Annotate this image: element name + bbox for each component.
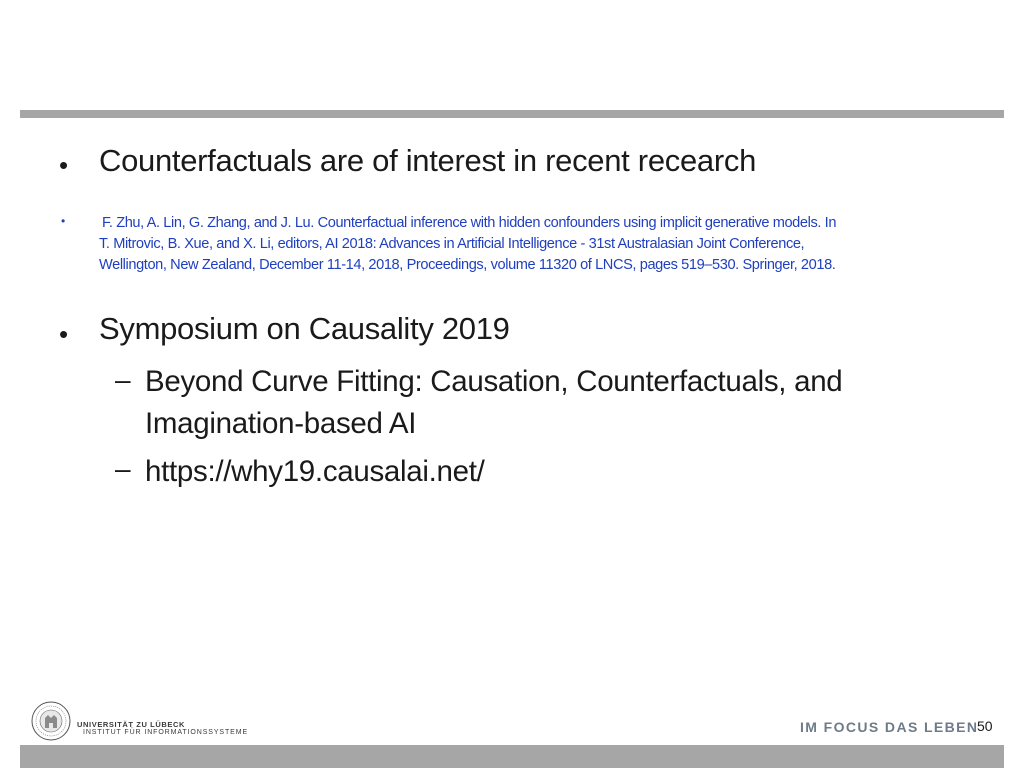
reference-citation (99, 213, 974, 276)
bullet-marker: • (59, 319, 69, 349)
institute-name: INSTITUT FÜR INFORMATIONSSYSTEME (83, 729, 249, 736)
subitem-url: https://why19.causalai.net/ (145, 455, 485, 488)
page-number: 50 (977, 718, 993, 734)
reference-bullet-marker: • (61, 214, 66, 228)
bullet-counterfactuals: Counterfactuals are of interest in recent recearch (99, 143, 757, 178)
footer-motto: IM FOCUS DAS LEBEN (800, 719, 979, 735)
university-name: UNIVERSITÄT ZU LÜBECK (77, 720, 186, 729)
bullet-symposium: Symposium on Causality 2019 (99, 311, 510, 346)
reference-line: T. Mitrovic, B. Xue, and X. Li, editors, AI 2018: Advances in Artificial Intelligence - 31st Australasian Joint Conference, (99, 236, 805, 252)
footer-bar (20, 745, 1004, 768)
bullet-marker: • (59, 150, 69, 180)
subitem-dash: – (115, 453, 131, 484)
subitem-dash: – (115, 364, 131, 395)
reference-line: Wellington, New Zealand, December 11-14, 2018, Proceedings, volume 11320 of LNCS, pages 519–530. Springer, 2018. (99, 257, 836, 273)
reference-line: F. Zhu, A. Lin, G. Zhang, and J. Lu. Counterfactual inference with hidden confounders using implicit generative models. In (102, 215, 837, 231)
subitem-beyond-curve-fitting: Beyond Curve Fitting: Causation, Counterfactuals, and Imagination-based AI (145, 365, 843, 440)
university-seal-icon (31, 701, 71, 741)
